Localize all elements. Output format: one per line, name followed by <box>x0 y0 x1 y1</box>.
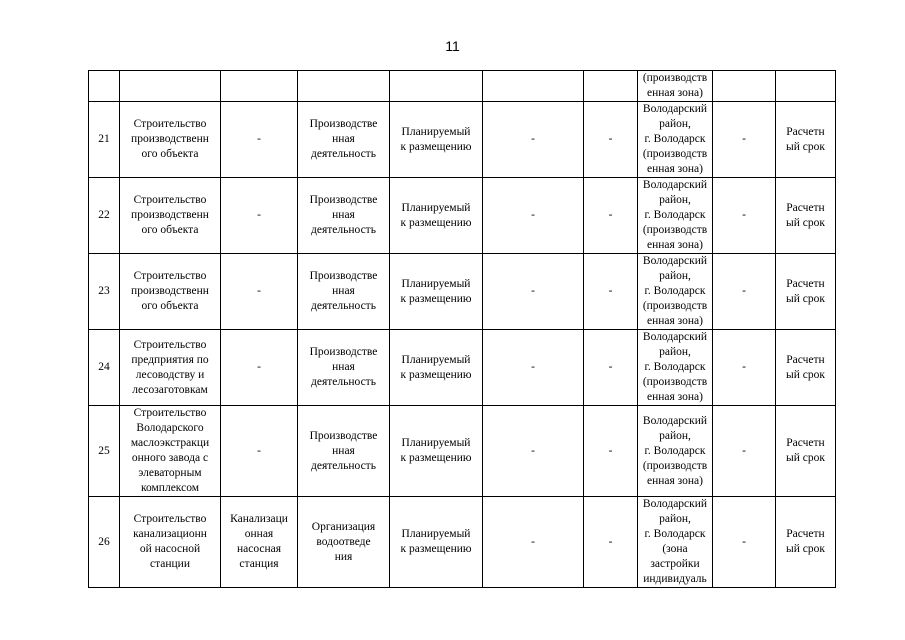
zone: - <box>713 254 776 330</box>
table-row-continued <box>89 71 836 102</box>
object-type: - <box>221 254 298 330</box>
table-cell <box>89 71 120 102</box>
object-name: Строительство предприятия по лесоводству и лесозаготовкам <box>120 330 221 406</box>
location: Володарский район, г. Володарск (производств енная зона) <box>638 406 713 497</box>
characteristic: - <box>483 178 584 254</box>
purpose: Производстве нная деятельность <box>298 406 390 497</box>
table-cell-location: (производств енная зона) <box>638 71 713 102</box>
term: Расчетн ый срок <box>776 406 836 497</box>
zone: - <box>713 330 776 406</box>
table-body <box>89 71 836 588</box>
zone: - <box>713 178 776 254</box>
status: Планируемый к размещению <box>390 497 483 588</box>
page-number: 11 <box>445 38 460 54</box>
term: Расчетн ый срок <box>776 102 836 178</box>
planning-table <box>88 70 836 588</box>
characteristic-2: - <box>584 497 638 588</box>
row-number: 24 <box>89 330 120 406</box>
object-name: Строительство Володарского маслоэкстракци онного завода с элеваторным комплексом <box>120 406 221 497</box>
table-cell <box>390 71 483 102</box>
purpose: Производстве нная деятельность <box>298 330 390 406</box>
characteristic-2: - <box>584 254 638 330</box>
object-name: Строительство производственн ого объекта <box>120 102 221 178</box>
characteristic-2: - <box>584 102 638 178</box>
characteristic: - <box>483 102 584 178</box>
characteristic: - <box>483 330 584 406</box>
table-cell <box>298 71 390 102</box>
purpose: Производстве нная деятельность <box>298 102 390 178</box>
row-number: 23 <box>89 254 120 330</box>
location: Володарский район, г. Володарск (зона застройки индивидуаль <box>638 497 713 588</box>
term: Расчетн ый срок <box>776 330 836 406</box>
location: Володарский район, г. Володарск (производств енная зона) <box>638 254 713 330</box>
location: Володарский район, г. Володарск (производств енная зона) <box>638 330 713 406</box>
object-name: Строительство канализационн ой насосной станции <box>120 497 221 588</box>
object-type: - <box>221 178 298 254</box>
row-number: 25 <box>89 406 120 497</box>
characteristic-2: - <box>584 330 638 406</box>
row-number: 22 <box>89 178 120 254</box>
row-number: 26 <box>89 497 120 588</box>
characteristic: - <box>483 497 584 588</box>
object-name: Строительство производственн ого объекта <box>120 178 221 254</box>
term: Расчетн ый срок <box>776 497 836 588</box>
table-cell <box>584 71 638 102</box>
characteristic-2: - <box>584 406 638 497</box>
characteristic: - <box>483 254 584 330</box>
zone: - <box>713 406 776 497</box>
location: Володарский район, г. Володарск (производств енная зона) <box>638 178 713 254</box>
object-type: - <box>221 330 298 406</box>
characteristic: - <box>483 406 584 497</box>
purpose: Организация водоотведе ния <box>298 497 390 588</box>
object-name: Строительство производственн ого объекта <box>120 254 221 330</box>
purpose: Производстве нная деятельность <box>298 178 390 254</box>
table-row <box>89 330 836 406</box>
table-row <box>89 406 836 497</box>
zone: - <box>713 497 776 588</box>
characteristic-2: - <box>584 178 638 254</box>
term: Расчетн ый срок <box>776 254 836 330</box>
table-row <box>89 102 836 178</box>
status: Планируемый к размещению <box>390 406 483 497</box>
object-type: - <box>221 102 298 178</box>
table-row <box>89 497 836 588</box>
object-type: - <box>221 406 298 497</box>
status: Планируемый к размещению <box>390 330 483 406</box>
table-cell <box>776 71 836 102</box>
table-cell <box>221 71 298 102</box>
object-type: Канализаци онная насосная станция <box>221 497 298 588</box>
status: Планируемый к размещению <box>390 254 483 330</box>
status: Планируемый к размещению <box>390 178 483 254</box>
term: Расчетн ый срок <box>776 178 836 254</box>
status: Планируемый к размещению <box>390 102 483 178</box>
purpose: Производстве нная деятельность <box>298 254 390 330</box>
zone: - <box>713 102 776 178</box>
table-cell <box>713 71 776 102</box>
table-cell <box>120 71 221 102</box>
table-row <box>89 178 836 254</box>
row-number: 21 <box>89 102 120 178</box>
location: Володарский район, г. Володарск (производств енная зона) <box>638 102 713 178</box>
table-cell <box>483 71 584 102</box>
table-row <box>89 254 836 330</box>
